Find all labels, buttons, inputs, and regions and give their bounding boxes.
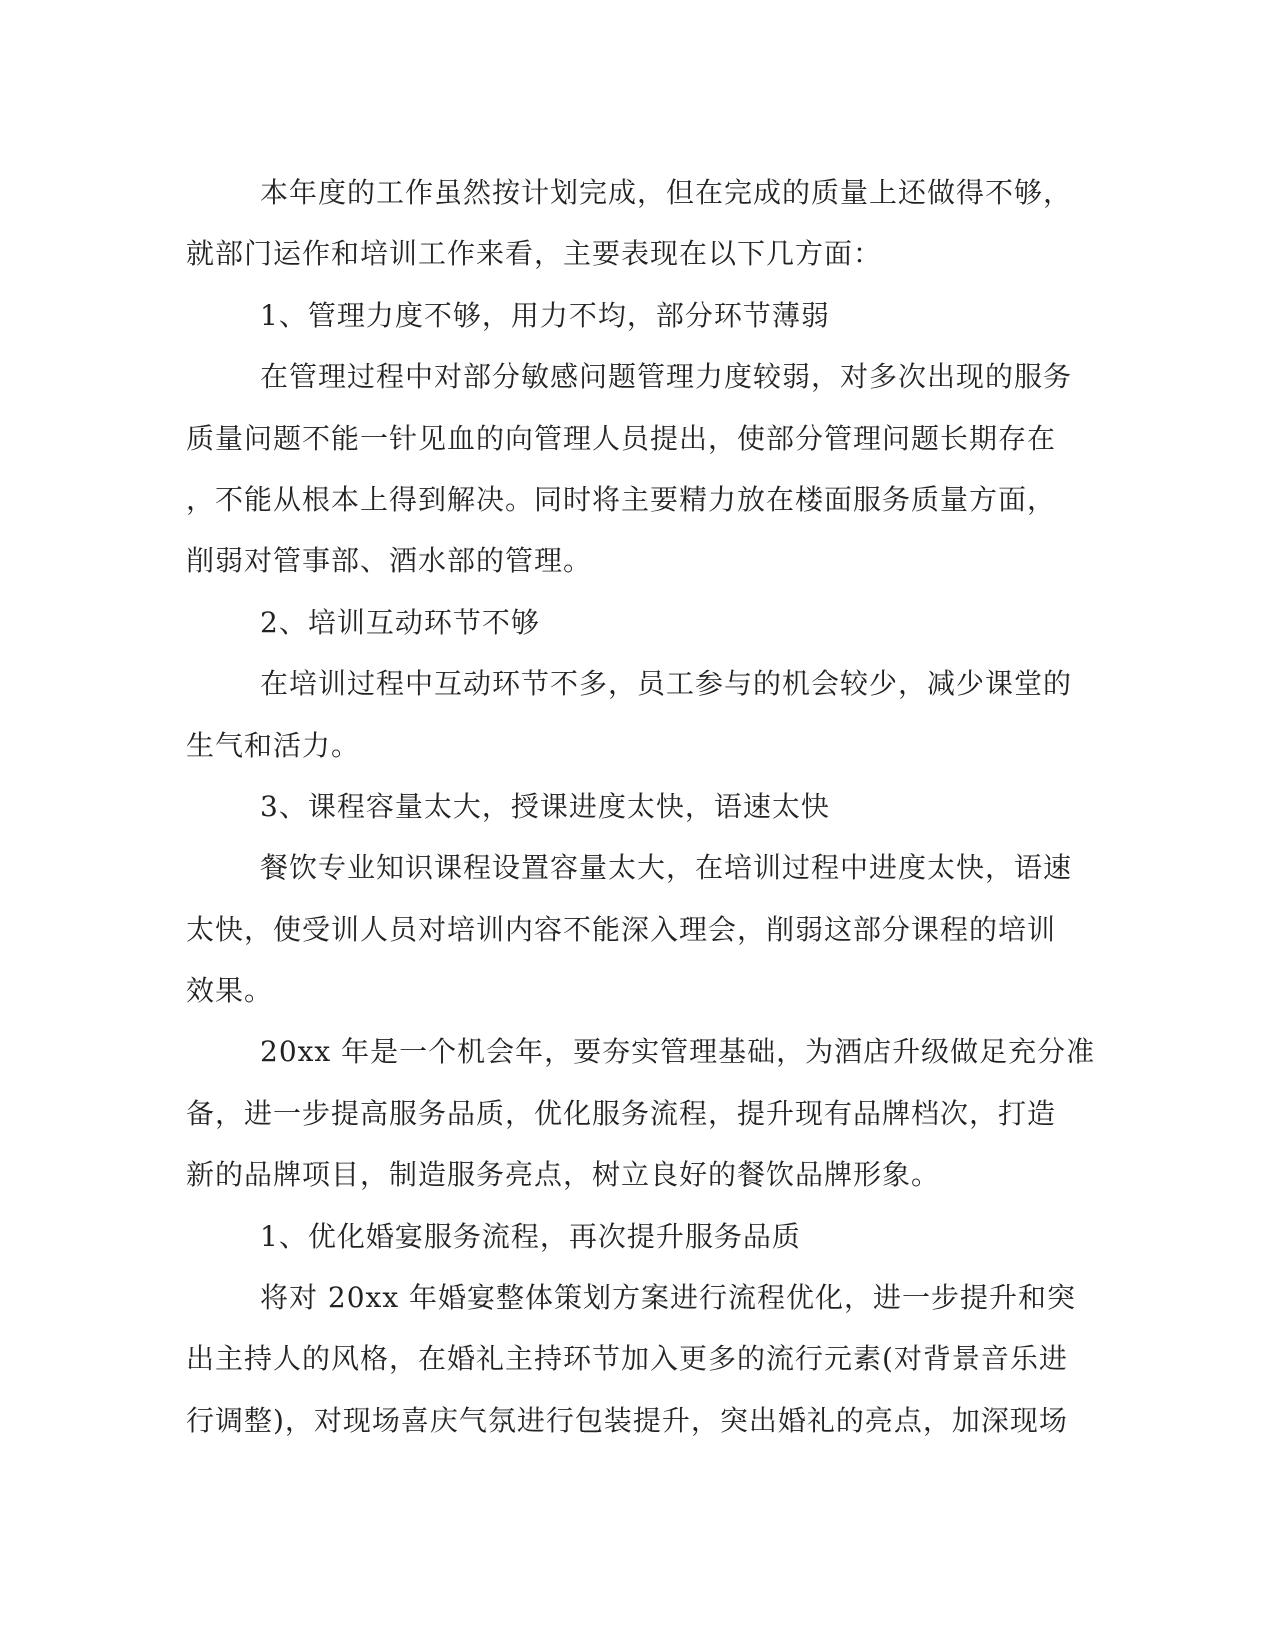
text-line: 20xx 年是一个机会年，要夯实管理基础，为酒店升级做足充分准: [260, 1035, 1096, 1069]
text-line: 在管理过程中对部分敏感问题管理力度较弱，对多次出现的服务: [260, 360, 1073, 394]
text-line: 效果。: [186, 974, 274, 1008]
body-text: [186, 162, 1096, 1451]
text-line: 新的品牌项目，制造服务亮点，树立良好的餐饮品牌形象。: [186, 1158, 941, 1192]
text-line: 削弱对管事部、酒水部的管理。: [186, 544, 593, 578]
text-line: 行调整)，对现场喜庆气氛进行包装提升，突出婚礼的亮点，加深现场: [186, 1403, 1068, 1437]
text-line: 生气和活力。: [186, 728, 361, 762]
text-line: 将对 20xx 年婚宴整体策划方案进行流程优化，进一步提升和突: [260, 1281, 1077, 1315]
text-line: 出主持人的风格，在婚礼主持环节加入更多的流行元素(对背景音乐进: [186, 1342, 1068, 1376]
text-line: 就部门运作和培训工作来看，主要表现在以下几方面：: [186, 237, 883, 271]
text-line: 餐饮专业知识课程设置容量太大，在培训过程中进度太快，语速: [260, 851, 1073, 885]
text-line: 质量问题不能一针见血的向管理人员提出，使部分管理问题长期存在: [186, 421, 1057, 455]
text-line: 备，进一步提高服务品质，优化服务流程，提升现有品牌档次，打造: [186, 1096, 1057, 1130]
text-line: 在培训过程中互动环节不多，员工参与的机会较少，减少课堂的: [260, 667, 1073, 701]
section-heading: 2、培训互动环节不够: [260, 605, 540, 639]
section-heading: 3、课程容量太大，授课进度太快，语速太快: [260, 789, 830, 823]
text-line: 太快，使受训人员对培训内容不能深入理会，削弱这部分课程的培训: [186, 912, 1057, 946]
section-heading: 1、管理力度不够，用力不均，部分环节薄弱: [260, 298, 830, 332]
section-heading: 1、优化婚宴服务流程，再次提升服务品质: [260, 1219, 801, 1253]
text-line: 本年度的工作虽然按计划完成，但在完成的质量上还做得不够，: [260, 176, 1073, 209]
text-line: ，不能从根本上得到解决。同时将主要精力放在楼面服务质量方面，: [186, 482, 1057, 516]
